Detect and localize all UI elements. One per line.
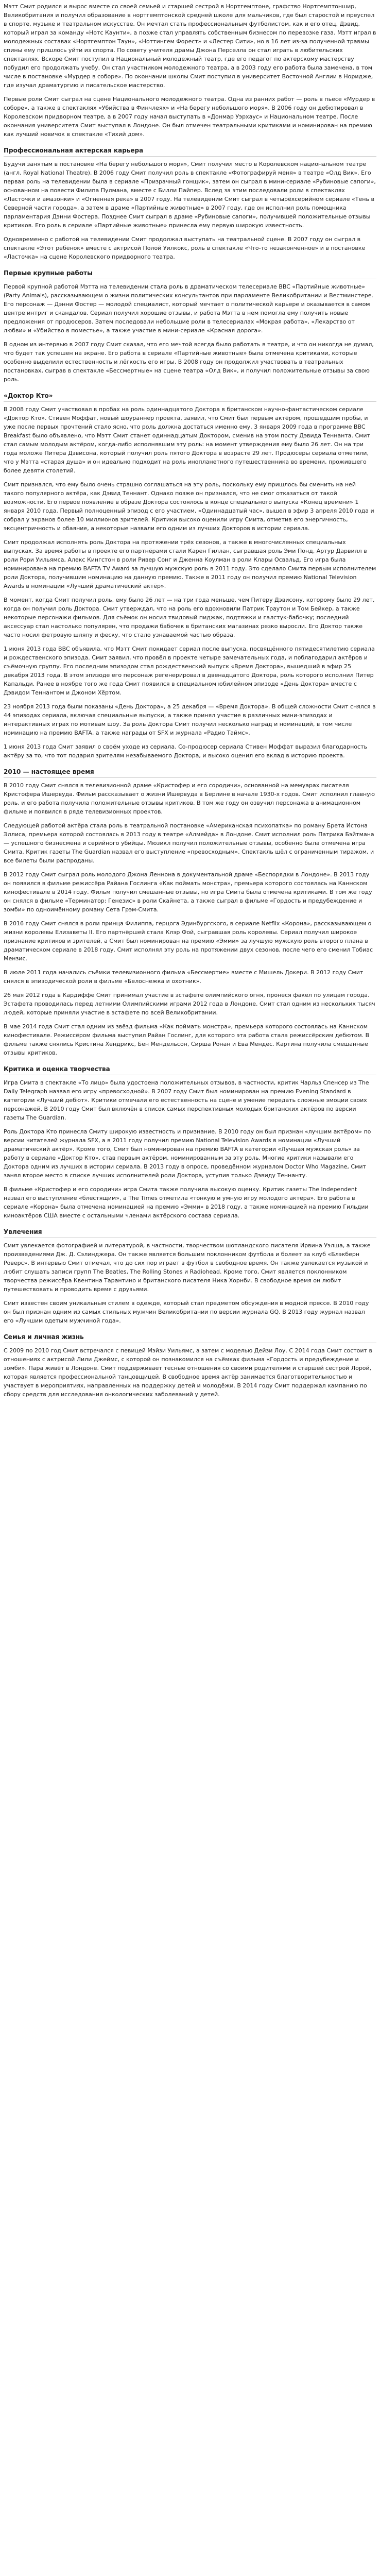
section-heading: Увлечения xyxy=(4,1227,376,1238)
paragraph: Первой крупной работой Мэтта на телевидении стала роль в драматическом телесериале BBC «Партийные животные» (Party Animals), рассказывающем о жизни политических консультантов при парламенте Великобритании и Вестминстере. Его персонаж — Дэнни Фостер — молодой специалист, который мечтает о политической карьере и оказывается в самом центре интриг и скандалов. Сериал получил хорошие отзывы, и работа Мэтта в нем помогла ему получить новые предложения от продюсеров. Затем последовали небольшие роли в телесериалах «Мокрая работа», «Лекарство от любви» и «Убийство в поместье», а также участие в мини-сериале «Красная дорога». xyxy=(4,283,373,334)
paragraph: Игра Смита в спектакле «То лицо» была удостоена положительных отзывов, в частности, критик Чарльз Спенсер из The Daily Telegraph назвал его игру «превосходной». В 2007 году Смит был номинирован на премию Evening Standard в категории «Лучший дебют». Критики отмечали его естественность на сцене и умение передать сложные эмоции своих персонажей. В 2010 году Смит был включён в список самых перспективных молодых британских актёров по версии газеты The Guardian. xyxy=(4,1079,369,1121)
paragraph: 1 июня 2013 года BBC объявила, что Мэтт Смит покидает сериал после выпуска, посвящённого пятидесятилетию сериала и рождественского эпизода. Смит заявил, что провёл в проекте четыре замечательных года, и поблагодарил актёров и съёмочную группу. Его последним эпизодом стал рождественский выпуск «Время Доктора», вышедший в эфир 25 декабря 2013 года. В этом эпизоде его персонаж регенерировал в двенадцатого Доктора, роль которого исполнил Питер Капальди. Ранее в ноябре того же года Смит появился в специальном юбилейном эпизоде «День Доктора» вместе с Дэвидом Теннантом и Джоном Хёртом. xyxy=(4,646,375,696)
paragraph: Мэтт Смит родился и вырос вместе со своей семьей и старшей сестрой в Нортгемптоне, графство Нортгемптоншир, Великобритания и получил образование в нортгемптонской средней школе для мальчиков, где был старостой и преуспел в спорте, музыке и театральном искусстве. Он мечтал стать профессиональным футболистом, как и его отец, Дэвид, который играл за команду «Нотс Каунти», а позже стал управлять собственным бизнесом по перевозке газа. Мэтт играл в молодежных составах «Нортгемптон Таун», «Ноттингем Форест» и «Лестер Сити», но в 16 лет из-за полученной травмы спины ему пришлось уйти из спорта. По совету учителя драмы Джона Перселла он стал играть в любительских спектаклях. Вскоре Смит поступил в Национальный молодежный театр, где его педагог по актерскому мастерству побудил его продолжать учебу. Он стал участником молодежного театра, а в 2003 году его работа была замечена, в том числе в постановке «Мурдер в соборе». По окончании школы Смит поступил в университет Восточной Англии в Норидже, где изучал драматургию и писательское мастерство. xyxy=(4,3,376,89)
section-heading: 2010 — настоящее время xyxy=(4,767,376,778)
paragraph: Смит известен своим уникальным стилем в одежде, который стал предметом обсуждения в модной прессе. В 2010 году он был признан одним из самых стильных мужчин Великобритании по версии журнала GQ. В 2013 году журнал назвал его «Лучшим одетым мужчиной года». xyxy=(4,1300,369,1324)
paragraph: Смит признался, что ему было очень страшно соглашаться на эту роль, поскольку ему пришлось бы сменить на ней такого популярного актёра, как Дэвид Теннант. Однако позже он признался, что не смог отказаться от такой возможности. Его первое появление в образе Доктора состоялось в конце специального выпуска «Конец времени» 1 января 2010 года. Первый полноценный эпизод с его участием, «Одиннадцатый час», вышел в эфир 3 апреля 2010 года и собрал у экранов более 10 миллионов зрителей. Критики высоко оценили игру Смита, отметив его энергичность, эксцентричность и обаяние, а некоторые назвали его одним из лучших Докторов в истории сериала. xyxy=(4,481,374,532)
paragraph: Следующей работой актёра стала роль в театральной постановке «Американская психопатка» по роману Брета Истона Эллиса, премьера которой состоялась в 2013 году в театре «Алмейда» в Лондоне. Смит исполнил роль Патрика Бэйтмана — успешного бизнесмена и серийного убийцы. Мюзикл получил положительные отзывы, особенно была отмечена игра Смита. Критик газеты The Guardian назвал его выступление «превосходным». Спектакль шёл с ограниченным тиражом, и все билеты были распроданы. xyxy=(4,822,374,864)
paragraph: Роль Доктора Кто принесла Смиту широкую известность и признание. В 2010 году он был признан «лучшим актёром» по версии читателей журнала SFX, а в 2011 году получил премию National Television Awards в номинации «Лучший драматический актёр». Кроме того, Смит был номинирован на премию BAFTA в категории «Лучшая мужская роль» за работу в сериале «Доктор Кто», став первым актёром, номинированным за эту роль. Многие критики называли его Доктора одним из лучших в истории сериала. В 2013 году в опросе, проведённом журналом Doctor Who Magazine, Смит занял второе место в списке лучших исполнителей роли Доктора, уступив только Дэвиду Теннанту. xyxy=(4,1128,371,1179)
paragraph: В одном из интервью в 2007 году Смит сказал, что его мечтой всегда было работать в театре, и что он никогда не думал, что будет так успешен на экране. Его работа в сериале «Партийные животные» была отмечена критиками, которые особенно выделили естественность и лёгкость его игры. В 2008 году он продолжил участвовать в театральных постановках, сыграв в спектакле «Бессмертные» на сцене театра «Олд Вик», и получил положительные отзывы за свою роль. xyxy=(4,341,374,383)
paragraph: В момент, когда Смит получил роль, ему было 26 лет — на три года меньше, чем Питеру Дэвисону, которому было 29 лет, когда он получил роль Доктора. Смит утверждал, что на роль его вдохновили Патрик Траутон и Том Бейкер, а также некоторые персонажи фильмов. Для съёмок он носил твидовый пиджак, подтяжки и галстук-бабочку; последний аксессуар стал настолько популярен, что продажи бабочек в британских магазинах резко выросли. Его Доктор также часто носил фетровую шляпу и феску, что стало узнаваемой частью образа. xyxy=(4,597,375,638)
section-heading: «Доктор Кто» xyxy=(4,391,376,402)
paragraph: Смит продолжал исполнять роль Доктора на протяжении трёх сезонов, а также в многочисленных специальных выпусках. За время работы в проекте его партнёрами стали Карен Гиллан, сыгравшая роль Эми Понд, Артур Дарвилл в роли Рори Уильямса, Алекс Кингстон в роли Ривер Сонг и Дженна Коулман в роли Клары Освальд. Его игра была номинирована на премию BAFTA TV Award за лучшую мужскую роль в 2011 году. Это сделало Смита первым исполнителем роли Доктора, получившим номинацию на данную премию. Также в 2011 году он получил премию National Television Awards в номинации «Лучший драматический актёр». xyxy=(4,539,376,589)
paragraph: Смит увлекается фотографией и литературой, в частности, творчеством шотландского писателя Ирвина Уэлша, а также произведениями Дж. Д. Сэлинджера. Он также является большим поклонником футбола и болеет за клуб «Блэкберн Роверс». В интервью Смит отмечал, что до сих пор играет в футбол в свободное время. Он также увлекается музыкой и любит слушать записи групп The Beatles, The Rolling Stones и Radiohead. Кроме того, Смит является поклонником творчества режиссёра Квентина Тарантино и британского писателя Ника Хорнби. В свободное время он любит путешествовать и проводить время с друзьями. xyxy=(4,1242,371,1293)
paragraph: Будучи занятым в постановке «На берегу небольшого моря», Смит получил место в Королевском национальном театре (англ. Royal National Theatre). В 2006 году Смит получил роль в спектакле «Фотографируй меня» в театре «Олд Вик». Его первая роль на телевидении была в сериале «Призрачный гонщик», затем он сыграл в мини-сериале «Рубиновые сапоги», основанном на повести Филипа Пулмана, вместе с Билли Пайпер. Вслед за этим последовали роли в спектаклях «Ласточки и амазонки» и «Огненная река» в 2007 году. На телевидении Смит сыграл в четырёхсерийном сериале «Тень в Северной части города», а затем в драме «Партийные животные» в 2007 году, где он исполнил роль помощника парламентария Дэнни Фостера. Позднее Смит сыграл в драме «Рубиновые сапоги», получившей положительные отзывы критиков. Его роль в сериале «Партийные животные» принесла ему первую широкую известность. xyxy=(4,161,376,229)
paragraph: В 2012 году Смит сыграл роль молодого Джона Леннона в документальной драме «Беспорядки в Лондоне». В 2013 году он появился в фильме режиссёра Райана Гослинга «Как поймать монстра», премьера которого состоялась на Каннском кинофестивале в 2014 году. Фильм получил смешанные отзывы, но игра Смита была отмечена критиками. В том же году он снялся в фильме «Терминатор: Генезис» в роли Скайнета, а также сыграл в фильме «Гордость и предубеждение и зомби» по одноимённому роману Сета Грэм-Смита. xyxy=(4,871,372,913)
paragraph: 23 ноября 2013 года были показаны «День Доктора», а 25 декабря — «Время Доктора». В общей сложности Смит снялся в 44 эпизодах сериала, включая специальные выпуски, а также принял участие в различных мини-эпизодах и интерактивных играх по мотивам шоу. За роль Доктора Смит получил несколько наград и номинаций, в том числе номинацию на премию BAFTA, а также награды от SFX и журнала «Радио Таймс». xyxy=(4,703,376,736)
section-heading: Критика и оценка творчества xyxy=(4,1064,376,1075)
paragraph: Первые роли Смит сыграл на сцене Национального молодежного театра. Одна из ранних работ — роль в пьесе «Мурдер в соборе», а также в спектаклях «Убийства в Финчлеях» и «На берегу небольшого моря». В 2006 году он дебютировал в Королевском придворном театре, а в 2007 году начал выступать в «Донмар Уэрхаус» и Национальном театре. После окончания университета Смит выступал в Лондоне. Он был отмечен театральными критиками и номинирован на премию как лучший новичок в спектакле «Тихий дом». xyxy=(4,96,375,138)
paragraph: В мае 2014 года Смит стал одним из звёзд фильма «Как поймать монстра», премьера которого состоялась на Каннском кинофестивале. Режиссёром фильма выступил Райан Гослинг, для которого эта работа стала режиссёрским дебютом. В фильме также снялись Кристина Хендрикс, Бен Мендельсон, Сирша Ронан и Ева Мендес. Картина получила смешанные отзывы критиков. xyxy=(4,1023,370,1056)
paragraph: С 2009 по 2010 год Смит встречался с певицей Мэйзи Уильямс, а затем с моделью Дейзи Лоу. С 2014 года Смит состоит в отношениях с актрисой Лили Джеймс, с которой он познакомился на съёмках фильма «Гордость и предубеждение и зомби». Пара живёт в Лондоне. Смит поддерживает тесные отношения со своими родителями и старшей сестрой Лорой, которая является профессиональной танцовщицей. В свободное время актёр занимается благотворительностью и участвует в мероприятиях, направленных на поддержку детей и молодёжи. В 2014 году Смит поддержал кампанию по сбору средств для исследования онкологических заболеваний у детей. xyxy=(4,1347,372,1398)
section-heading: Первые крупные работы xyxy=(4,268,376,279)
paragraph: В 2010 году Смит снялся в телевизионной драме «Кристофер и его сородичи», основанной на мемуарах писателя Кристофера Ишервуда. Фильм рассказывает о жизни Ишервуда в Берлине в начале 1930-х годов. Смит исполнил главную роль, и его работа получила положительные отзывы критиков. В том же году он озвучил персонажа в анимационном фильме и появился в ряде телевизионных проектов. xyxy=(4,782,375,815)
paragraph: В июле 2011 года начались съёмки телевизионного фильма «Бессмертие» вместе с Мишель Докери. В 2012 году Смит снялся в эпизодической роли в фильме «Белоснежка и охотник». xyxy=(4,969,364,985)
section-heading: Семья и личная жизнь xyxy=(4,1332,376,1343)
paragraph: В 2008 году Смит участвовал в пробах на роль одиннадцатого Доктора в британском научно-фантастическом сериале «Доктор Кто». Стивен Моффат, новый шоураннер проекта, заявил, что Смит был первым актёром, прошедшим пробы, и уже после первых прочтений стало ясно, что роль должна достаться именно ему. 3 января 2009 года в программе BBC Breakfast было объявлено, что Мэтт Смит станет одиннадцатым Доктором, сменив на этом посту Дэвида Теннанта. Смит стал самым молодым актёром, когда-либо исполнявшим эту роль: на момент утверждения ему было 26 лет. Он на три года моложе Питера Дэвисона, который получил роль пятого Доктора в возрасте 29 лет. Продюсеры сериала отметили, что у Мэтта «старая душа» и он идеально подходит на роль инопланетного путешественника во времени, прожившего более девяти столетий. xyxy=(4,406,370,474)
paragraph: 1 июня 2013 года Смит заявил о своём уходе из сериала. Со-продюсер сериала Стивен Моффат выразил благодарность актёру за то, что тот подарил зрителям незабываемого Доктора, и высоко оценил его вклад в историю проекта. xyxy=(4,743,367,759)
paragraph: Одновременно с работой на телевидении Смит продолжал выступать на театральной сцене. В 2007 году он сыграл в спектакле «Этот ребёнок» вместе с актрисой Полой Уилкокс, роль в спектакле «Что-то незаконченное» и в постановке «Ласточка» на сцене Королевского придворного театра. xyxy=(4,236,366,260)
section-heading: Профессиональная актерская карьера xyxy=(4,146,376,157)
paragraph: В фильме «Кристофер и его сородичи» игра Смита также получила высокую оценку. Критик газеты The Independent назвал его выступление «блестящим», а The Times отметила «тонкую и умную игру молодого актёра». Его работа в сериале «Корона» была отмечена номинацией на премию «Эмми» в 2018 году, а также номинацией на премию Гильдии киноактёров США вместе с остальными членами актёрского состава сериала. xyxy=(4,1186,369,1219)
paragraph: В 2016 году Смит снялся в роли принца Филиппа, герцога Эдинбургского, в сериале Netflix «Корона», рассказывающем о жизни королевы Елизаветы II. Его партнёршей стала Клэр Фой, сыгравшая роль королевы. Сериал получил широкое признание критиков и зрителей, а Смит был номинирован на премию «Эмми» за лучшую мужскую роль второго плана в драматическом сериале в 2018 году. Смит исполнял эту роль на протяжении двух сезонов, после чего его сменил Тобиас Мензис. xyxy=(4,920,373,962)
paragraph: 26 мая 2012 года в Кардиффе Смит принимал участие в эстафете олимпийского огня, пронеся факел по улицам города. Эстафета проводилась перед летними Олимпийскими играми 2012 года в Лондоне. Смит стал одним из нескольких тысяч людей, которые приняли участие в эстафете по всей Великобритании. xyxy=(4,992,375,1016)
